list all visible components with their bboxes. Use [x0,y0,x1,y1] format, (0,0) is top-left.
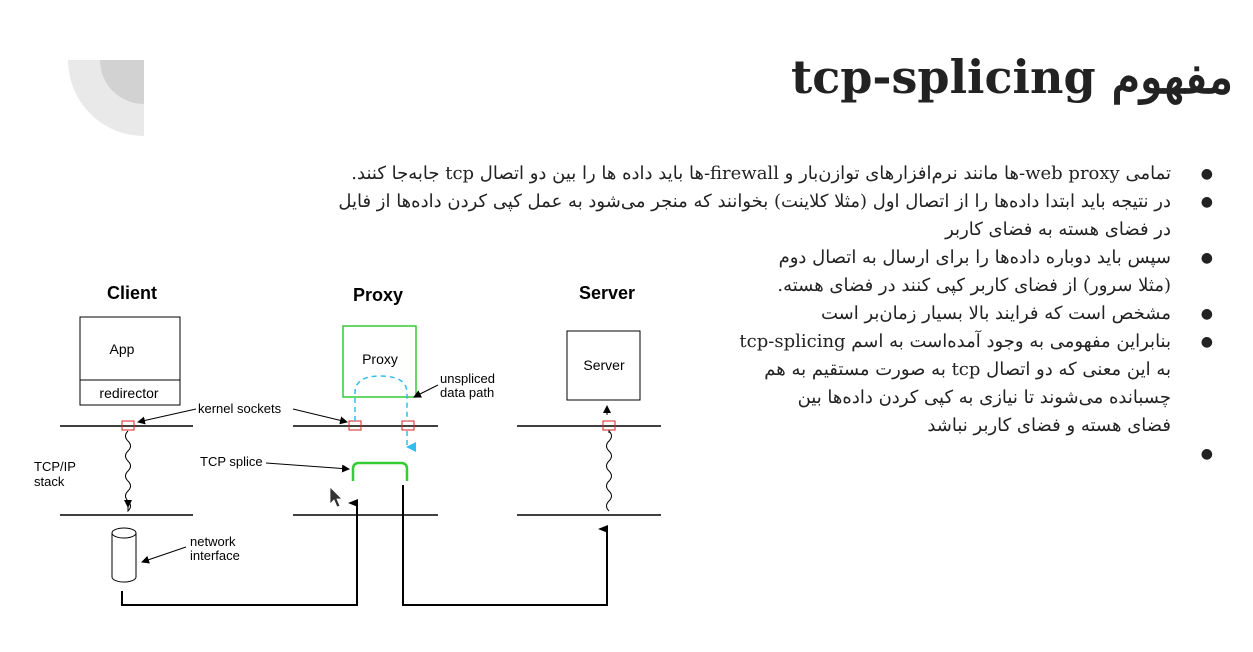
bullet-item [691,244,1213,300]
unspliced-pointer [414,385,438,397]
tcp-splice-pointer [266,463,349,469]
bullet-line: ● مشخص است که فرایند بالا بسیار زمان‌بر است [821,303,1171,324]
client-stack-wave [126,431,131,511]
tcp-ip-label-line-1: TCP/IP [34,459,76,474]
decorative-corner-shape [68,60,144,136]
bullet-line: چسبانده می‌شوند تا نیازی به کپی کردن داده‌ها بین [797,387,1171,408]
kernel-sockets-label: kernel sockets [198,401,282,416]
bullet-item [153,188,1213,244]
kernel-sockets-pointer-left [138,409,196,422]
bullet-item [153,160,1213,188]
unspliced-label-line-1: unspliced [440,371,495,386]
tcp-splice-shape [353,463,407,481]
network-interface-label-line-2: interface [190,548,240,563]
tcp-splicing-diagram [20,275,700,620]
tcp-splice-label: TCP splice [200,454,263,469]
proxy-header: Proxy [352,285,404,305]
bullet-line: ● سپس باید دوباره داده‌ها را برای ارسال به اتصال دوم [778,247,1171,268]
bullet-line: فضای هسته و فضای کاربر نباشد [927,415,1171,436]
bullet-line: ● تمامی web proxy-ها مانند نرم‌افزارهای توازن‌بار و firewall-ها باید داده ها را بین دو اتصال tcp جابه‌جا کنند. [351,163,1171,184]
diagram-svg [20,275,700,620]
network-connection-proxy-server [403,485,607,605]
bullet-line: به این معنی که دو اتصال tcp به صورت مستقیم به هم [764,359,1171,380]
bullet-line: در فضای هسته به فضای کاربر [945,219,1171,240]
bullet-item [691,328,1213,440]
bullet-line: ● بنابراین مفهومی به وجود آمده‌است به اسم tcp-splicing [739,331,1171,352]
kernel-sockets-pointer-right [293,409,347,422]
client-header: Client [106,283,158,303]
app-label: App [109,341,135,357]
bullet-line: (مثلا سرور) از فضای کاربر کپی کنند در فضای هسته. [777,275,1171,296]
bullet-item [691,300,1213,328]
network-interface-cylinder [112,528,136,582]
tcp-ip-label-line-2: stack [34,474,65,489]
proxy-box-label: Proxy [362,351,398,367]
unspliced-label-line-2: data path [440,385,495,400]
server-stack-wave [607,431,612,511]
bullet-line [691,440,1171,468]
slide-title: مفهوم tcp-splicing [791,50,1233,104]
server-box-label: Server [583,357,625,373]
mouse-cursor-icon [330,487,342,507]
bullet-item-empty [691,440,1213,468]
redirector-label: redirector [99,385,159,401]
network-interface-pointer [142,547,186,562]
server-header: Server [578,283,636,303]
network-interface-label-line-1: network [190,534,236,549]
bullet-line: ● در نتیجه باید ابتدا داده‌ها را از اتصال اول (مثلا کلاینت) بخوانند که منجر می‌شود به عمل کپی کردن داده‌ها از فایل [338,191,1171,212]
